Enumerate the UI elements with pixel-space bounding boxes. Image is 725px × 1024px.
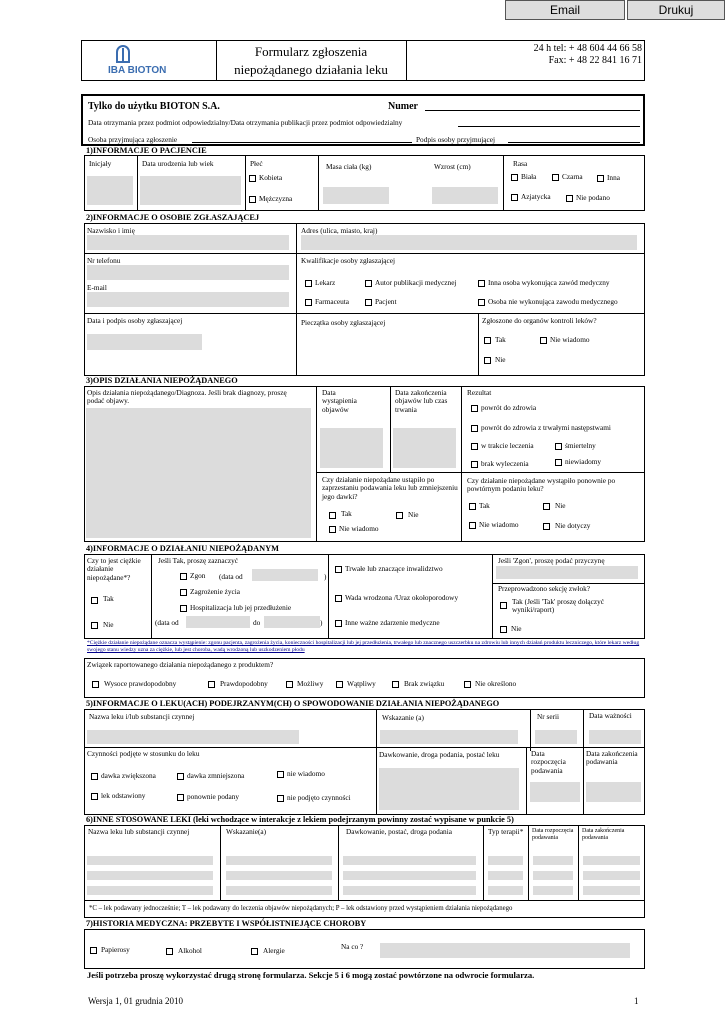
action-unknown-checkbox[interactable] — [277, 771, 284, 778]
male-checkbox[interactable] — [249, 196, 256, 203]
action-none-checkbox[interactable] — [277, 795, 284, 802]
reported-no-checkbox[interactable] — [484, 357, 491, 364]
race-other-checkbox[interactable] — [597, 175, 604, 182]
serious-no-checkbox[interactable] — [91, 622, 98, 629]
death-cause-field[interactable] — [496, 566, 638, 579]
suspect-indication-field[interactable] — [380, 730, 518, 744]
version-label: Wersja 1, 01 grudnia 2010 — [88, 996, 184, 1006]
female-checkbox[interactable] — [249, 175, 256, 182]
section-4-title: 4)INFORMACJE O DZIAŁANIU NIEPOŻĄDANYM — [86, 544, 279, 553]
email-button[interactable]: Email — [505, 0, 625, 20]
allergy-checkbox[interactable] — [251, 948, 258, 955]
section-2-title: 2)INFORMACJE O OSOBIE ZGŁASZAJĄCEJ — [86, 213, 260, 222]
outcome-recovering-checkbox[interactable] — [471, 443, 478, 450]
other-drug-name-row2[interactable] — [87, 871, 213, 880]
height-field[interactable] — [432, 187, 498, 204]
allergy-details-field[interactable] — [380, 943, 630, 958]
contact-phone: 24 h tel: + 48 604 44 66 58 — [533, 43, 642, 54]
other-start-row2[interactable] — [533, 871, 573, 880]
suspect-drug-name-field[interactable] — [87, 730, 299, 744]
relation-possible-checkbox[interactable] — [286, 681, 293, 688]
outcome-recovered-checkbox[interactable] — [471, 405, 478, 412]
serious-yes-checkbox[interactable] — [91, 597, 98, 604]
reporter-phone-field[interactable] — [87, 265, 289, 280]
serious-definition-note: *Ciężkie działanie niepożądane oznacza wystąpienie: zgonu pacjenta, zagrożenia życia, konieczności hospitalizacji lub jej przedłużenia, trwałego lub znacznego uszczerbku na zdrowiu lub innych działań produktu leczniczego, które lekarz według swojego stanu wiedzy uzna za ciężkie, lub jest choroba, wadą wrodzoną lub uszkodzeniem płodu — [87, 640, 640, 653]
disability-checkbox[interactable] — [335, 566, 342, 573]
suspect-dose-field[interactable] — [379, 768, 519, 810]
action-withdrawn-checkbox[interactable] — [91, 793, 98, 800]
other-type-row1[interactable] — [488, 856, 523, 865]
other-important-checkbox[interactable] — [335, 620, 342, 627]
form-title-line1: Formularz zgłoszenia — [254, 44, 368, 59]
other-indication-row2[interactable] — [226, 871, 332, 880]
dates-field[interactable] — [458, 119, 640, 127]
other-stop-row2[interactable] — [583, 871, 640, 880]
batch-number-field[interactable] — [535, 730, 577, 744]
other-type-row3[interactable] — [488, 886, 523, 895]
rechallenge-no-checkbox[interactable] — [543, 503, 550, 510]
reported-unknown-checkbox[interactable] — [540, 337, 547, 344]
autopsy-no-checkbox[interactable] — [500, 626, 507, 633]
print-button[interactable]: Drukuj — [627, 0, 725, 20]
other-stop-row1[interactable] — [583, 856, 640, 865]
mass-field[interactable] — [323, 187, 389, 204]
reported-yes-checkbox[interactable] — [484, 337, 491, 344]
other-dose-row1[interactable] — [343, 856, 476, 865]
dechallenge-no-checkbox[interactable] — [396, 512, 403, 519]
qual-patient-checkbox[interactable] — [365, 299, 372, 306]
qual-doctor-checkbox[interactable] — [305, 280, 312, 287]
contact-fax: Fax: + 48 22 841 16 71 — [548, 55, 642, 66]
relation-very-likely-checkbox[interactable] — [92, 681, 99, 688]
relation-undetermined-checkbox[interactable] — [464, 681, 471, 688]
other-drug-name-row1[interactable] — [87, 856, 213, 865]
initials-field[interactable] — [87, 176, 133, 205]
section-1-title: 1)INFORMACJE O PACJENCIE — [86, 146, 207, 155]
rechallenge-yes-checkbox[interactable] — [469, 503, 476, 510]
footer-note: Jeśli potrzeba proszę wykorzystać drugą stronę formularza. Sekcje 5 i 6 mogą zostać powtórzone na odwrocie formularza. — [87, 970, 535, 980]
hosp-start-field[interactable] — [186, 616, 250, 628]
expiry-date-field[interactable] — [589, 730, 641, 744]
other-dose-row3[interactable] — [343, 886, 476, 895]
section-3-title: 3)OPIS DZIAŁANIA NIEPOŻĄDANEGO — [86, 376, 238, 385]
reporter-name-field[interactable] — [87, 235, 289, 250]
other-start-row1[interactable] — [533, 856, 573, 865]
life-threat-checkbox[interactable] — [180, 589, 187, 596]
outcome-not-recovered-checkbox[interactable] — [471, 461, 478, 468]
other-stop-row3[interactable] — [583, 886, 640, 895]
logo — [108, 45, 184, 77]
death-date-field[interactable] — [252, 569, 318, 581]
qual-author-checkbox[interactable] — [365, 280, 372, 287]
reporter-email-field[interactable] — [87, 292, 289, 307]
outcome-unknown-checkbox[interactable] — [555, 459, 562, 466]
qual-pharmacist-checkbox[interactable] — [305, 299, 312, 306]
relation-none-checkbox[interactable] — [392, 681, 399, 688]
receiver-signature-label: Podpis osoby przyjmującej — [416, 135, 496, 144]
congenital-checkbox[interactable] — [335, 595, 342, 602]
receiver-field[interactable] — [192, 135, 412, 143]
race-white-checkbox[interactable] — [511, 174, 518, 181]
page-number: 1 — [634, 996, 639, 1006]
action-increased-checkbox[interactable] — [91, 773, 98, 780]
death-checkbox[interactable] — [180, 573, 187, 580]
race-black-checkbox[interactable] — [552, 174, 559, 181]
number-label: Numer — [388, 101, 418, 112]
other-indication-row3[interactable] — [226, 886, 332, 895]
hospitalization-checkbox[interactable] — [180, 605, 187, 612]
action-readministered-checkbox[interactable] — [177, 794, 184, 801]
dates-label: Data otrzymania przez podmiot odpowiedzialny/Data otrzymania publikacji przez podmiot odpowiedzialny — [88, 118, 403, 127]
outcome-sequelae-checkbox[interactable] — [471, 425, 478, 432]
dechallenge-yes-checkbox[interactable] — [329, 512, 336, 519]
outcome-fatal-checkbox[interactable] — [555, 443, 562, 450]
reaction-onset-field[interactable] — [320, 428, 383, 468]
hosp-end-field[interactable] — [264, 616, 320, 628]
section-5-title: 5)INFORMACJE O LEKU(ACH) PODEJRZANYM(CH) O SPOWODOWANIE DZIAŁANIA NIEPOŻĄDANEGO — [86, 699, 500, 708]
suspect-stop-date-field[interactable] — [586, 782, 641, 802]
qual-nonmedical-checkbox[interactable] — [478, 299, 485, 306]
therapy-type-note: *C – lek podawany jednocześnie; T – lek podawany do leczenia objawów niepożądanych; P – lek odstawiony przed wystąpieniem działania niepożądanego — [89, 905, 513, 912]
other-dose-row2[interactable] — [343, 871, 476, 880]
section-7-title: 7)HISTORIA MEDYCZNA: PRZEBYTE I WSPÓŁISTNIEJĄCE CHOROBY — [86, 919, 367, 928]
form-title-line2: niepożądanego działania leku — [234, 62, 388, 77]
dob-field[interactable] — [140, 176, 241, 205]
relation-likely-checkbox[interactable] — [208, 681, 215, 688]
dechallenge-unknown-checkbox[interactable] — [329, 526, 336, 533]
other-drug-name-row3[interactable] — [87, 886, 213, 895]
rechallenge-na-checkbox[interactable] — [543, 523, 550, 530]
suspect-start-date-field[interactable] — [530, 782, 580, 802]
other-indication-row1[interactable] — [226, 856, 332, 865]
rechallenge-unknown-checkbox[interactable] — [469, 522, 476, 529]
logo-text: IBA BIOTON — [108, 65, 167, 76]
section-6-title: 6)INNE STOSOWANE LEKI (leki wchodzące w interakcje z lekiem podejrzanym powinny zostać wypisane w punkcie 5) — [86, 815, 514, 824]
smoking-checkbox[interactable] — [90, 947, 97, 954]
reporter-address-field[interactable] — [301, 235, 637, 250]
reaction-description-field[interactable] — [86, 408, 311, 538]
other-type-row2[interactable] — [488, 871, 523, 880]
autopsy-yes-checkbox[interactable] — [500, 602, 507, 609]
other-start-row3[interactable] — [533, 886, 573, 895]
receiver-label: Osoba przyjmująca zgłoszenie — [88, 135, 178, 144]
race-asian-checkbox[interactable] — [511, 194, 518, 201]
race-none-checkbox[interactable] — [566, 195, 573, 202]
action-decreased-checkbox[interactable] — [177, 773, 184, 780]
qual-other-medical-checkbox[interactable] — [478, 280, 485, 287]
reporter-signature-field[interactable] — [87, 334, 202, 350]
relation-doubtful-checkbox[interactable] — [336, 681, 343, 688]
number-field[interactable] — [425, 103, 640, 111]
reaction-end-field[interactable] — [393, 428, 456, 468]
alcohol-checkbox[interactable] — [166, 948, 173, 955]
receiver-signature-field[interactable] — [508, 135, 640, 143]
internal-use-label: Tylko do użytku BIOTON S.A. — [88, 101, 220, 112]
